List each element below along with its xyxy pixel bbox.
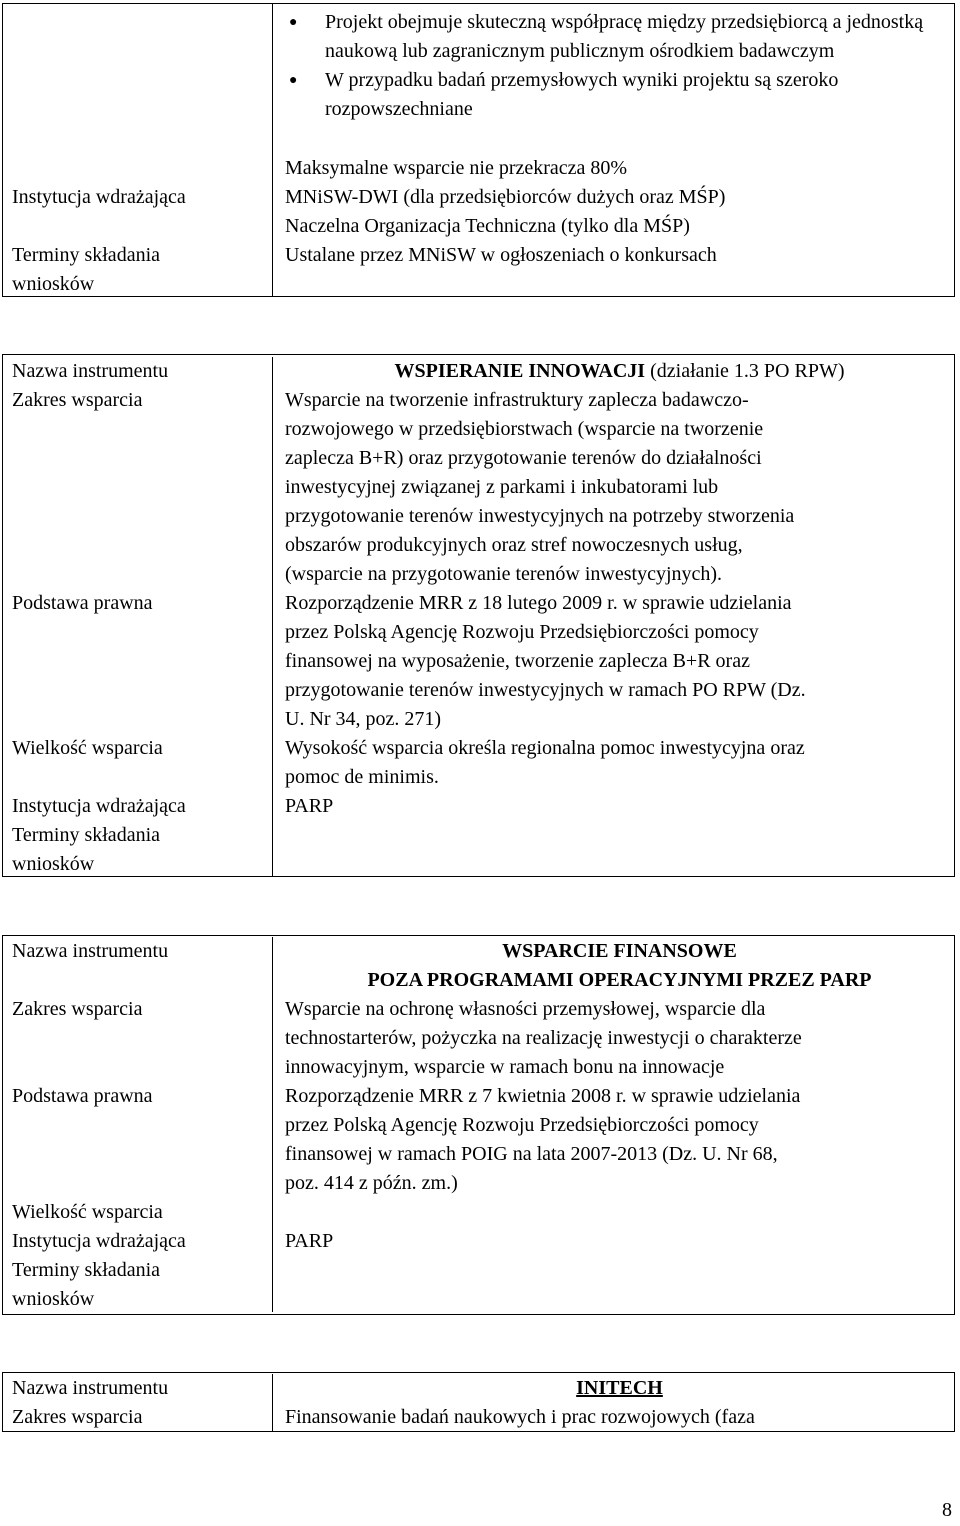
zakres-line: inwestycyjnej związanej z parkami i inkubatorami lub [285, 476, 719, 498]
page-number: 8 [942, 1499, 952, 1521]
zakres-label: Zakres wsparcia [3, 995, 273, 1082]
table-section-4 [2, 1372, 955, 1432]
wielkosc-label: Wielkość wsparcia [3, 1198, 273, 1227]
instytucja-label: Instytucja wdrażająca [3, 183, 273, 241]
row-zakres [3, 995, 954, 1082]
criteria-item: ● W przypadku badań przemysłowych wyniki projektu są szeroko rozpowszechniane [325, 66, 954, 124]
row-zakres [3, 386, 954, 589]
zakres-line: przygotowanie terenów inwestycyjnych na potrzeby stworzenia [285, 505, 795, 527]
row-instytucja [3, 1227, 954, 1256]
label-empty [3, 154, 273, 183]
podstawa-value [273, 589, 954, 734]
zakres-line: (wsparcie na przygotowanie terenów inwestycyjnych). [285, 563, 723, 585]
zakres-line: innowacyjnym, wsparcie w ramach bonu na innowacje [285, 1056, 725, 1078]
nazwa-label: Nazwa instrumentu [3, 357, 273, 386]
terminy-label [3, 821, 273, 877]
instytucja-value: PARP [285, 795, 334, 817]
table-section-1 [2, 3, 955, 297]
zakres-label: Zakres wsparcia [3, 386, 273, 589]
podstawa-label: Podstawa prawna [3, 1082, 273, 1198]
row-wielkosc [3, 734, 954, 792]
podstawa-line: przez Polską Agencję Rozwoju Przedsiębiorczości pomocy [285, 621, 759, 643]
terminy-label-line: wniosków [12, 853, 95, 875]
instytucja-value-line: Naczelna Organizacja Techniczna (tylko dla MŚP) [285, 215, 690, 237]
row-terminy [3, 821, 954, 877]
zakres-line: Wsparcie na tworzenie infrastruktury zaplecza badawczo- [285, 389, 749, 411]
row-zakres [3, 1403, 954, 1432]
nazwa-value-line: WSPARCIE FINANSOWE [502, 940, 737, 962]
label-empty [3, 4, 273, 154]
row-terminy [3, 241, 954, 297]
podstawa-line: przez Polską Agencję Rozwoju Przedsiębiorczości pomocy [285, 1114, 759, 1136]
zakres-line: obszarów produkcyjnych oraz stref nowoczesnych usług, [285, 534, 743, 556]
row-terminy [3, 1256, 954, 1312]
row-podstawa [3, 1082, 954, 1198]
instytucja-value: PARP [285, 1230, 334, 1252]
terminy-label [3, 241, 273, 297]
zakres-line: Wsparcie na ochronę własności przemysłowej, wsparcie dla [285, 998, 766, 1020]
zakres-line: technostarterów, pożyczka na realizację inwestycji o charakterze [285, 1027, 802, 1049]
podstawa-line: poz. 414 z późn. zm.) [285, 1172, 458, 1194]
podstawa-label: Podstawa prawna [3, 589, 273, 734]
row-instytucja [3, 792, 954, 821]
row-instytucja [3, 183, 954, 241]
podstawa-line: finansowej na wyposażenie, tworzenie zaplecza B+R oraz [285, 650, 750, 672]
criteria-item: ● Projekt obejmuje skuteczną współpracę między przedsiębiorcą a jednostką naukową lub zagranicznym publicznym ośrodkiem badawczym [325, 8, 954, 66]
terminy-value-empty [273, 821, 954, 877]
podstawa-line: U. Nr 34, poz. 271) [285, 708, 442, 730]
zakres-value: Finansowanie badań naukowych i prac rozwojowych (faza [285, 1406, 755, 1428]
nazwa-value-rest: (działanie 1.3 PO RPW) [645, 360, 845, 382]
nazwa-value [273, 357, 954, 386]
podstawa-line: finansowej w ramach POIG na lata 2007-2013 (Dz. U. Nr 68, [285, 1143, 778, 1165]
row-nazwa [3, 355, 954, 386]
podstawa-line: Rozporządzenie MRR z 18 lutego 2009 r. w sprawie udzielania [285, 592, 792, 614]
terminy-label-line: wniosków [12, 1288, 95, 1310]
terminy-value-empty [273, 1256, 954, 1312]
table-section-2 [2, 354, 955, 877]
row-bullets [3, 4, 954, 154]
nazwa-value: INITECH [576, 1377, 663, 1399]
wielkosc-value-empty [273, 1198, 954, 1227]
wielkosc-value: Maksymalne wsparcie nie przekracza 80% [285, 157, 628, 179]
podstawa-line: Rozporządzenie MRR z 7 kwietnia 2008 r. w sprawie udzielania [285, 1085, 801, 1107]
terminy-label-line: Terminy składania [12, 824, 160, 846]
zakres-value [273, 386, 954, 589]
podstawa-line: przygotowanie terenów inwestycyjnych w ramach PO RPW (Dz. [285, 679, 806, 701]
wielkosc-line: Wysokość wsparcia określa regionalna pomoc inwestycyjna oraz [285, 737, 805, 759]
row-podstawa [3, 589, 954, 734]
row-nazwa [3, 936, 954, 995]
instytucja-value-line: MNiSW-DWI (dla przedsiębiorców dużych oraz MŚP) [285, 186, 726, 208]
wielkosc-line: pomoc de minimis. [285, 766, 439, 788]
row-wielkosc [3, 1198, 954, 1227]
instytucja-label: Instytucja wdrażająca [3, 792, 273, 821]
row-wielkosc [3, 154, 954, 183]
nazwa-value-line: POZA PROGRAMAMI OPERACYJNYMI PRZEZ PARP [367, 969, 872, 991]
row-nazwa [3, 1373, 954, 1403]
zakres-line: zaplecza B+R) oraz przygotowanie terenów do działalności [285, 447, 762, 469]
terminy-label-line: Terminy składania [12, 244, 160, 266]
bullet-list-cell [273, 4, 954, 154]
zakres-line: rozwojowego w przedsiębiorstwach (wsparcie na tworzenie [285, 418, 764, 440]
nazwa-value [273, 937, 954, 995]
table-section-3 [2, 935, 955, 1315]
terminy-label [3, 1256, 273, 1312]
nazwa-value-bold: WSPIERANIE INNOWACJI [394, 360, 646, 382]
terminy-label-line: Terminy składania [12, 1259, 160, 1281]
instytucja-label: Instytucja wdrażająca [3, 1227, 273, 1256]
wielkosc-label: Wielkość wsparcia [3, 734, 273, 792]
terminy-value: Ustalane przez MNiSW w ogłoszeniach o konkursach [285, 244, 717, 266]
wielkosc-value [273, 734, 954, 792]
instytucja-value [273, 183, 954, 241]
nazwa-label: Nazwa instrumentu [3, 1374, 273, 1403]
podstawa-value [273, 1082, 954, 1198]
criteria-list [285, 8, 954, 124]
terminy-label-line: wniosków [12, 273, 95, 295]
nazwa-label: Nazwa instrumentu [3, 937, 273, 995]
zakres-label: Zakres wsparcia [3, 1403, 273, 1432]
zakres-value [273, 995, 954, 1082]
